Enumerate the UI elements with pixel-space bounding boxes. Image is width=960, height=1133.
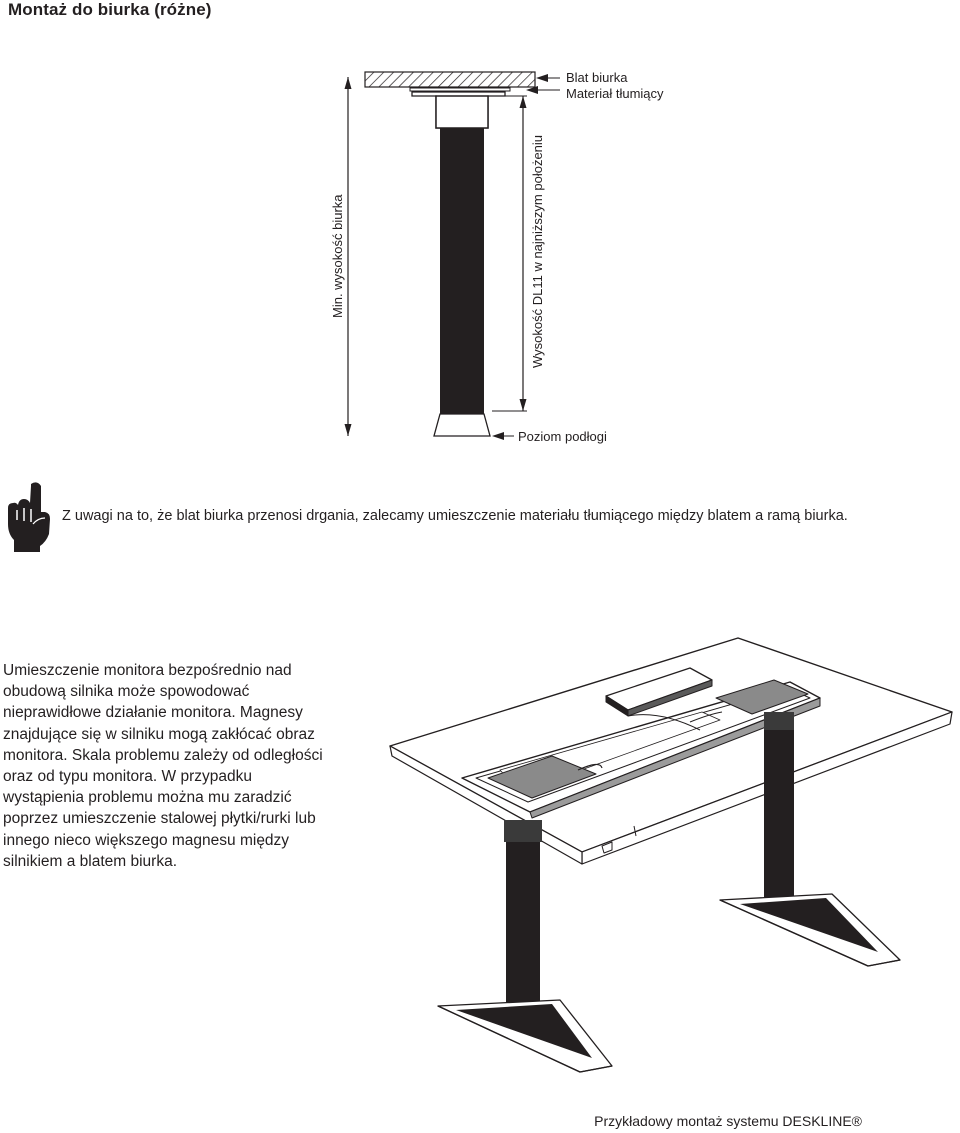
illustration-caption: Przykładowy montaż systemu DESKLINE® [594, 1113, 862, 1129]
label-dl11-lowest-height: Wysokość DL11 w najniższym położeniu [530, 134, 545, 368]
page-title: Montaż do biurka (różne) [8, 0, 212, 19]
column-right [764, 730, 794, 900]
damping-note: Z uwagi na to, że blat biurka przenosi drgania, zalecamy umieszczenie materiału tłumiącego między blatem a ramą biurka. [62, 508, 848, 524]
label-desk-top: Blat biurka [566, 70, 628, 85]
label-min-desk-height: Min. wysokość biurka [330, 194, 345, 318]
label-floor-level: Poziom podłogi [518, 429, 607, 444]
monitor-info-paragraph: Umieszczenie monitora bezpośrednio nad obudową silnika może spowodować nieprawidłowe działanie monitora. Magnesy znajdujące się w silniku mogą zakłócać obraz monitora. Skala problemu zależy od odległości oraz od typu monitora. W przypadku wystąpienia problemu można mu zaradzić poprzez umieszczenie stalowej płytki/rurki lub innego nieco większego magnesu między silnikiem a blatem biurka. [3, 662, 323, 870]
label-damping-material: Materiał tłumiący [566, 86, 664, 101]
column-left [506, 838, 540, 1016]
